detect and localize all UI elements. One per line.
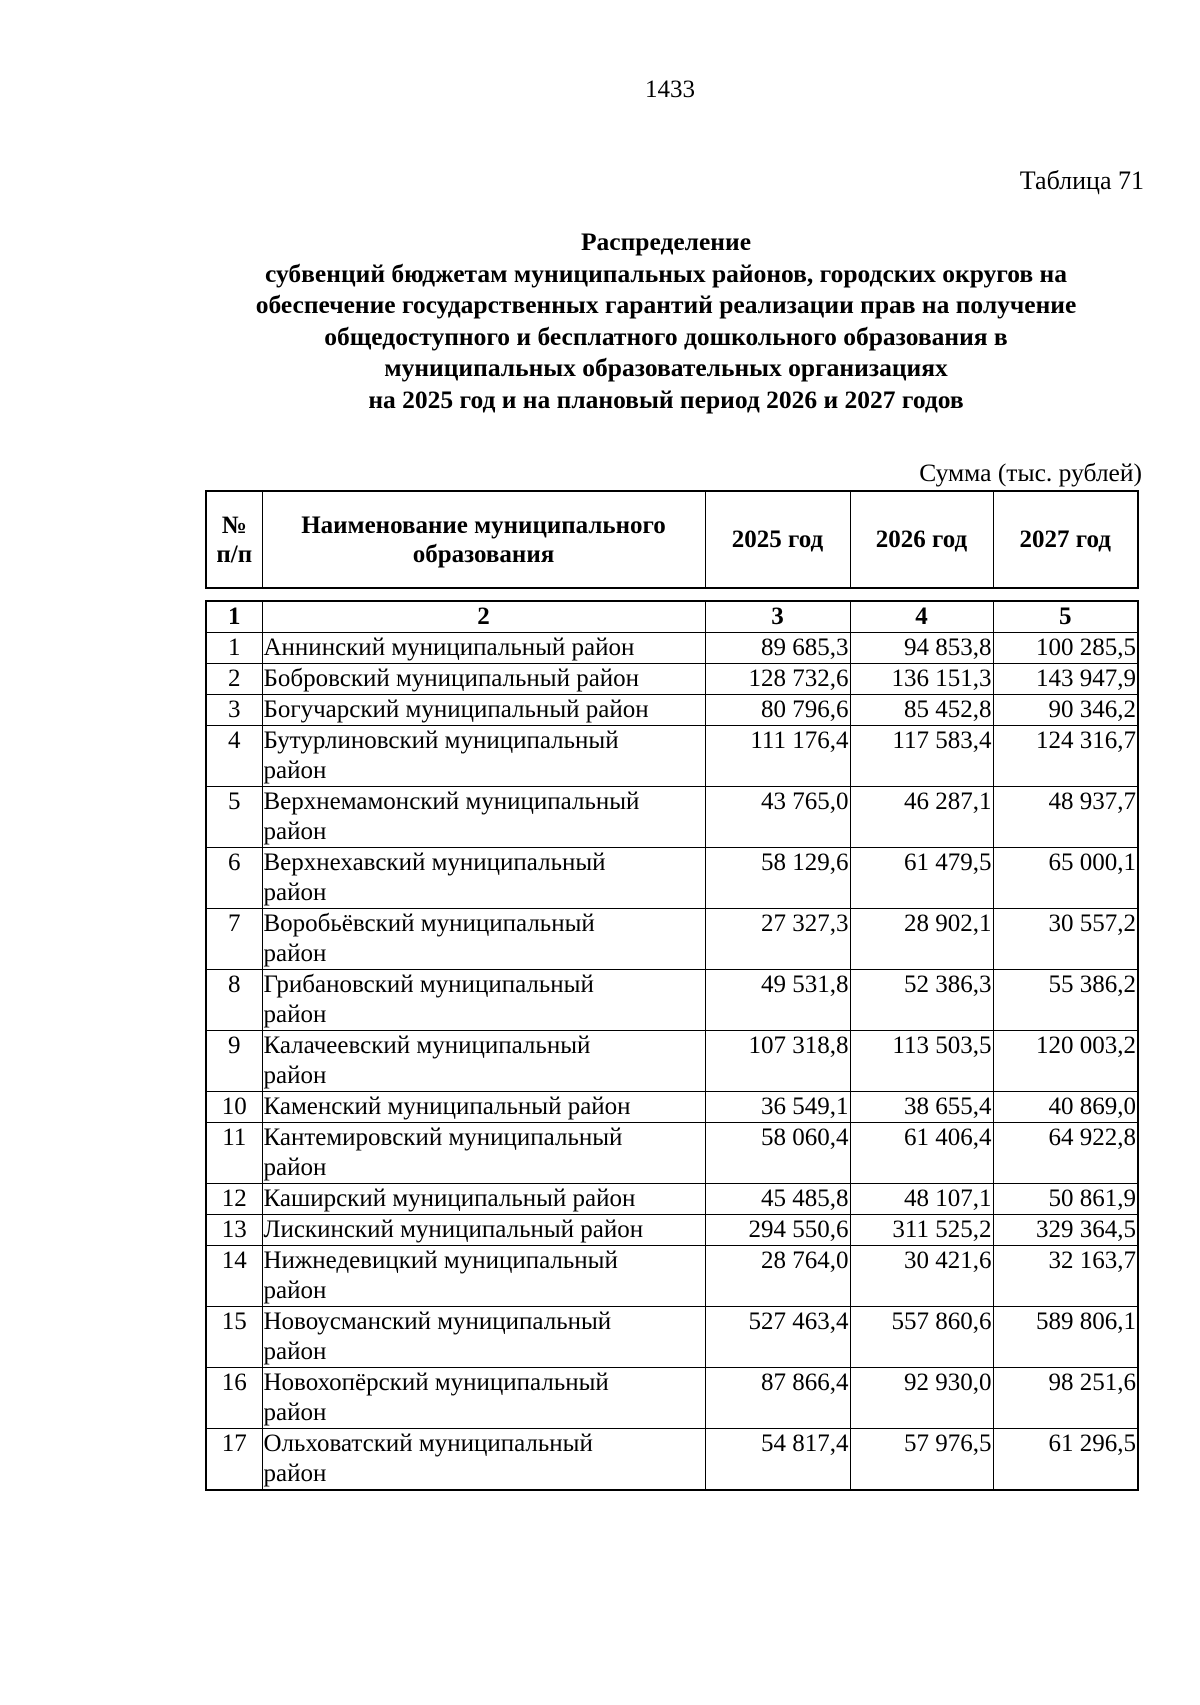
value-2026: 311 525,2 <box>850 1215 993 1246</box>
value-2025: 58 129,6 <box>705 848 850 909</box>
value-2025: 89 685,3 <box>705 633 850 664</box>
municipality-name <box>262 787 705 848</box>
value-2025: 107 318,8 <box>705 1031 850 1092</box>
municipality-name-line: район <box>263 757 327 784</box>
municipality-name-line: Верхнехавский муниципальный <box>263 849 606 876</box>
header-2025: 2025 год <box>705 491 850 588</box>
page-number: 1433 <box>645 76 695 103</box>
title-line: субвенций бюджетам муниципальных районов, городских округов на <box>265 258 1067 288</box>
value-2026: 57 976,5 <box>850 1429 993 1491</box>
row-number: 1 <box>206 633 262 664</box>
data-table <box>205 600 1139 1491</box>
municipality-name-line: район <box>263 1399 327 1426</box>
table-row <box>206 1246 1138 1307</box>
municipality-name-line: Богучарский муниципальный район <box>263 696 649 723</box>
municipality-name-line: Аннинский муниципальный район <box>263 634 635 661</box>
municipality-name-line: Ольховатский муниципальный <box>263 1430 593 1457</box>
municipality-name <box>262 909 705 970</box>
municipality-name <box>262 726 705 787</box>
municipality-name-line: Лискинский муниципальный район <box>263 1216 644 1243</box>
table-row <box>206 726 1138 787</box>
value-2026: 92 930,0 <box>850 1368 993 1429</box>
municipality-name-line: район <box>263 1001 327 1028</box>
row-number: 9 <box>206 1031 262 1092</box>
municipality-name <box>262 1307 705 1368</box>
table-row <box>206 1184 1138 1215</box>
municipality-name-line: Калачеевский муниципальный <box>263 1032 591 1059</box>
value-2027: 61 296,5 <box>993 1429 1138 1491</box>
value-2026: 61 406,4 <box>850 1123 993 1184</box>
header-name: Наименование муниципального образования <box>262 491 705 588</box>
table-row <box>206 970 1138 1031</box>
value-2027: 50 861,9 <box>993 1184 1138 1215</box>
municipality-name-line: район <box>263 818 327 845</box>
municipality-name <box>262 970 705 1031</box>
value-2025: 80 796,6 <box>705 695 850 726</box>
value-2026: 557 860,6 <box>850 1307 993 1368</box>
municipality-name-line: Каширский муниципальный район <box>263 1185 636 1212</box>
table-row <box>206 1429 1138 1491</box>
value-2027: 329 364,5 <box>993 1215 1138 1246</box>
table-header <box>205 490 1139 589</box>
municipality-name-line: Грибановский муниципальный <box>263 971 594 998</box>
table-row <box>206 1307 1138 1368</box>
table-row <box>206 1123 1138 1184</box>
municipality-name <box>262 1429 705 1491</box>
title-line: на 2025 год и на плановый период 2026 и 2027 годов <box>368 384 964 414</box>
row-number: 13 <box>206 1215 262 1246</box>
column-numbers-row <box>206 601 1138 633</box>
municipality-name-line: Верхнемамонский муниципальный <box>263 788 640 815</box>
title-line: муниципальных образовательных организациях <box>384 353 948 382</box>
title-line: Распределение <box>580 227 752 256</box>
municipality-name-line: Новоусманский муниципальный <box>263 1308 612 1335</box>
value-2026: 94 853,8 <box>850 633 993 664</box>
value-2027: 40 869,0 <box>993 1092 1138 1123</box>
value-2025: 128 732,6 <box>705 664 850 695</box>
units-label: Сумма (тыс. рублей) <box>919 458 1142 487</box>
table-row <box>206 1368 1138 1429</box>
table-label: Таблица 71 <box>1019 166 1144 195</box>
municipality-name <box>262 664 705 695</box>
value-2027: 55 386,2 <box>993 970 1138 1031</box>
value-2027: 100 285,5 <box>993 633 1138 664</box>
value-2027: 589 806,1 <box>993 1307 1138 1368</box>
value-2027: 90 346,2 <box>993 695 1138 726</box>
table-row <box>206 664 1138 695</box>
column-number: 5 <box>993 601 1138 633</box>
header-num: № п/п <box>206 491 262 588</box>
municipality-name-line: район <box>263 940 327 967</box>
value-2027: 32 163,7 <box>993 1246 1138 1307</box>
value-2026: 113 503,5 <box>850 1031 993 1092</box>
value-2026: 85 452,8 <box>850 695 993 726</box>
row-number: 12 <box>206 1184 262 1215</box>
table-row <box>206 787 1138 848</box>
column-number: 3 <box>705 601 850 633</box>
row-number: 7 <box>206 909 262 970</box>
row-number: 16 <box>206 1368 262 1429</box>
row-number: 11 <box>206 1123 262 1184</box>
value-2027: 65 000,1 <box>993 848 1138 909</box>
municipality-name <box>262 1246 705 1307</box>
title-line: общедоступного и бесплатного дошкольного образования в <box>324 321 1008 351</box>
row-number: 4 <box>206 726 262 787</box>
value-2025: 54 817,4 <box>705 1429 850 1491</box>
municipality-name-line: район <box>263 1460 327 1487</box>
value-2026: 30 421,6 <box>850 1246 993 1307</box>
row-number: 15 <box>206 1307 262 1368</box>
value-2026: 61 479,5 <box>850 848 993 909</box>
value-2026: 48 107,1 <box>850 1184 993 1215</box>
header-2027: 2027 год <box>993 491 1138 588</box>
municipality-name <box>262 1092 705 1123</box>
municipality-name-line: Бутурлиновский муниципальный <box>263 727 619 754</box>
value-2027: 98 251,6 <box>993 1368 1138 1429</box>
municipality-name <box>262 1368 705 1429</box>
municipality-name-line: район <box>263 1062 327 1089</box>
municipality-name-line: Воробьёвский муниципальный <box>263 910 595 937</box>
value-2026: 38 655,4 <box>850 1092 993 1123</box>
municipality-name-line: район <box>263 1154 327 1181</box>
document-title <box>200 226 1132 415</box>
municipality-name <box>262 695 705 726</box>
municipality-name-line: Новохопёрский муниципальный <box>263 1369 609 1396</box>
row-number: 5 <box>206 787 262 848</box>
row-number: 8 <box>206 970 262 1031</box>
table-row <box>206 909 1138 970</box>
table-row <box>206 695 1138 726</box>
value-2026: 52 386,3 <box>850 970 993 1031</box>
value-2026: 46 287,1 <box>850 787 993 848</box>
value-2027: 120 003,2 <box>993 1031 1138 1092</box>
value-2026: 136 151,3 <box>850 664 993 695</box>
value-2026: 28 902,1 <box>850 909 993 970</box>
value-2025: 45 485,8 <box>705 1184 850 1215</box>
value-2027: 48 937,7 <box>993 787 1138 848</box>
row-number: 2 <box>206 664 262 695</box>
value-2027: 64 922,8 <box>993 1123 1138 1184</box>
value-2025: 294 550,6 <box>705 1215 850 1246</box>
column-number: 1 <box>206 601 262 633</box>
value-2025: 49 531,8 <box>705 970 850 1031</box>
value-2027: 143 947,9 <box>993 664 1138 695</box>
row-number: 6 <box>206 848 262 909</box>
row-number: 17 <box>206 1429 262 1491</box>
table-row <box>206 1092 1138 1123</box>
municipality-name <box>262 1184 705 1215</box>
municipality-name <box>262 848 705 909</box>
municipality-name <box>262 1215 705 1246</box>
value-2025: 43 765,0 <box>705 787 850 848</box>
value-2025: 27 327,3 <box>705 909 850 970</box>
municipality-name-line: Бобровский муниципальный район <box>263 665 640 692</box>
value-2027: 124 316,7 <box>993 726 1138 787</box>
header-2026: 2026 год <box>850 491 993 588</box>
row-number: 10 <box>206 1092 262 1123</box>
municipality-name <box>262 1123 705 1184</box>
value-2025: 36 549,1 <box>705 1092 850 1123</box>
municipality-name <box>262 1031 705 1092</box>
table-row <box>206 1215 1138 1246</box>
municipality-name-line: район <box>263 879 327 906</box>
row-number: 3 <box>206 695 262 726</box>
column-number: 4 <box>850 601 993 633</box>
municipality-name-line: Каменский муниципальный район <box>263 1093 631 1120</box>
row-number: 14 <box>206 1246 262 1307</box>
value-2025: 28 764,0 <box>705 1246 850 1307</box>
value-2025: 58 060,4 <box>705 1123 850 1184</box>
value-2025: 527 463,4 <box>705 1307 850 1368</box>
value-2027: 30 557,2 <box>993 909 1138 970</box>
table-row <box>206 633 1138 664</box>
municipality-name <box>262 633 705 664</box>
municipality-name-line: район <box>263 1338 327 1365</box>
municipality-name-line: Кантемировский муниципальный <box>263 1124 623 1151</box>
title-line: обеспечение государственных гарантий реализации прав на получение <box>255 290 1077 319</box>
header-row <box>206 491 1138 588</box>
table-row <box>206 1031 1138 1092</box>
value-2026: 117 583,4 <box>850 726 993 787</box>
municipality-name-line: Нижнедевицкий муниципальный <box>263 1247 618 1274</box>
value-2025: 111 176,4 <box>705 726 850 787</box>
value-2025: 87 866,4 <box>705 1368 850 1429</box>
table-row <box>206 848 1138 909</box>
column-number: 2 <box>262 601 705 633</box>
municipality-name-line: район <box>263 1277 327 1304</box>
